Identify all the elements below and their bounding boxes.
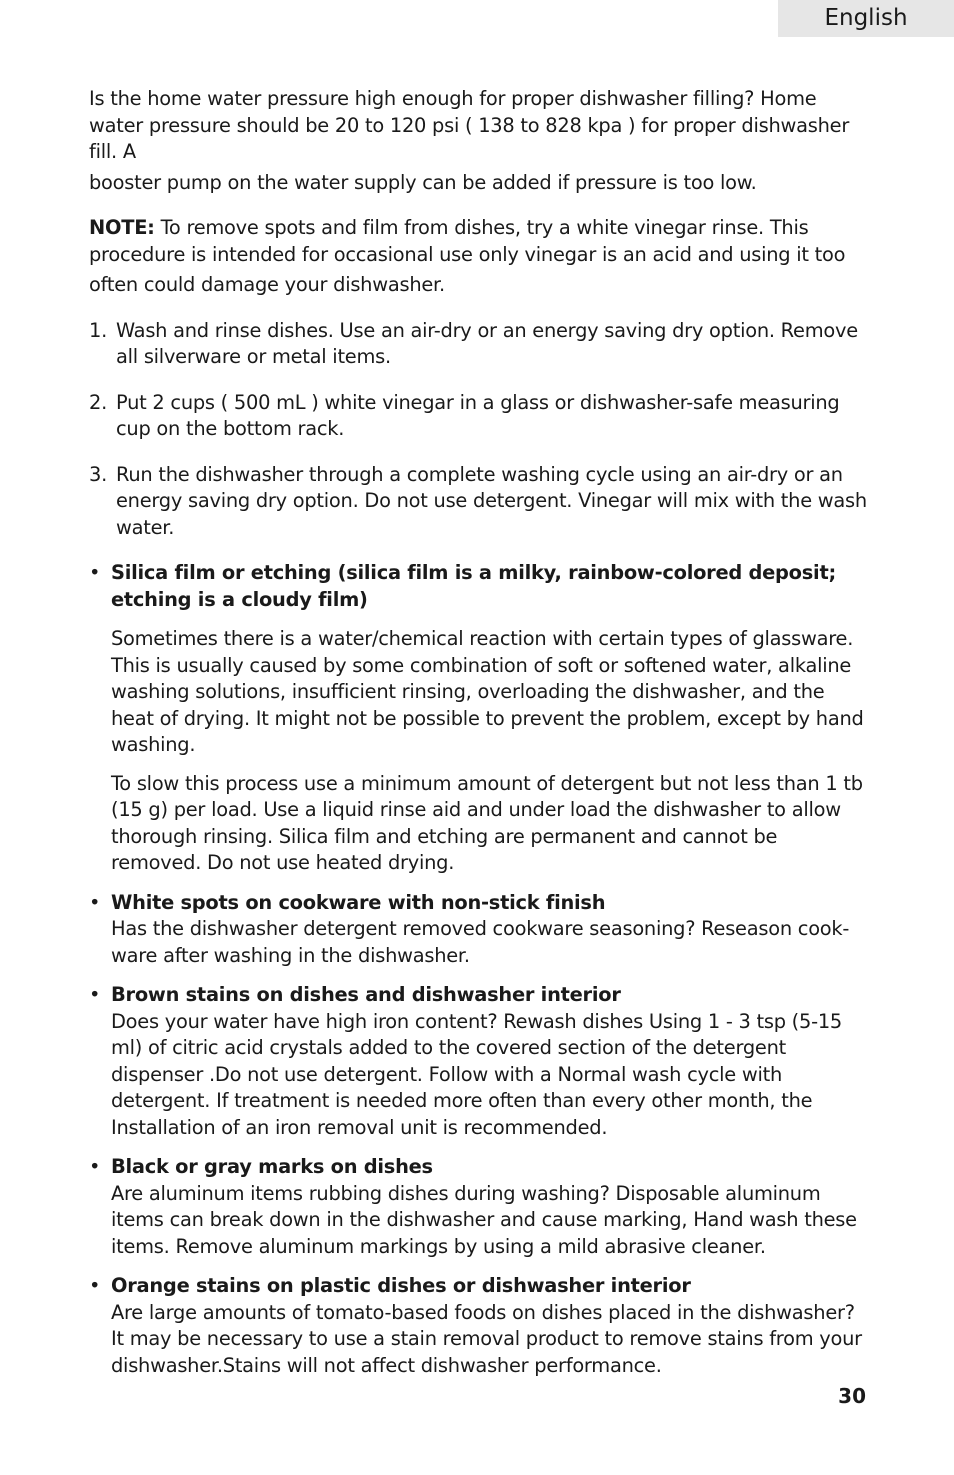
step-item [89, 318, 869, 371]
white-spots-section [89, 890, 869, 970]
step-text: Put 2 cups ( 500 mL ) white vinegar in a glass or dishwasher-safe measuring cup on the bottom rack. [116, 390, 840, 440]
section-text: Does your water have high iron content? Rewash dishes Using 1 - 3 tsp (5-15 ml) of citric acid crystals added to the covered section of the detergent dispenser .Do not use detergent. Follow with a Normal wash cycle with detergent. If treatment is needed more often than every other month, the Installation of an iron removal unit is recommended. [111, 1009, 843, 1139]
step-text: Run the dishwasher through a complete washing cycle using an air-dry or an energy saving dry option. Do not use detergent. Vinegar will mix with the wash water. [116, 462, 867, 539]
silica-film-section [89, 560, 869, 877]
step-number: 1. [89, 318, 108, 342]
step-item [89, 390, 869, 443]
water-pressure-text: Is the home water pressure high enough for proper dishwasher filling? Home water pressure should be 20 to 120 psi ( 138 to 828 kpa ) for proper dishwasher fill. A [89, 87, 850, 163]
section-text: Sometimes there is a water/chemical reaction with certain types of glassware. This is usually caused by some combination of soft or softened water, alkaline washing solutions, insufficient rinsing, overloading the dishwasher, and the heat of drying. It might not be possible to prevent the problem, except by hand washing. [111, 627, 864, 756]
step-item [89, 462, 869, 542]
step-number: 3. [89, 462, 108, 486]
language-tab: English [778, 0, 954, 37]
section-text: Are large amounts of tomato-based foods on dishes placed in the dishwasher? It may be necessary to use a stain removal product to remove stains from your dishwasher.Stains will not affect dishwasher performance. [111, 1300, 862, 1377]
step-number: 2. [89, 390, 108, 414]
vinegar-rinse-steps [89, 318, 869, 542]
section-heading: Black or gray marks on dishes [111, 1155, 433, 1178]
black-marks-section [89, 1154, 869, 1260]
bullet: • [89, 983, 101, 1006]
section-heading: Silica film or etching (silica film is a milky, rainbow-colored deposit; etching is a cloudy film) [111, 561, 836, 611]
bullet: • [89, 561, 101, 584]
bullet: • [89, 890, 101, 914]
bullet: • [89, 1155, 101, 1178]
page-content [89, 86, 869, 1392]
note-label: NOTE: [89, 216, 155, 239]
section-text: Has the dishwasher detergent removed cookware seasoning? Reseason cook-ware after washing in the dishwasher. [111, 917, 850, 967]
section-text: To slow this process use a minimum amount of detergent but not less than 1 tb (15 g) per load. Use a liquid rinse aid and under load the dishwasher to allow thorough rinsing. Silica film and etching are permanent and cannot be removed. Do not use heated drying. [111, 771, 863, 874]
step-text: Wash and rinse dishes. Use an air-dry or an energy saving dry option. Remove all silverware or metal items. [116, 318, 858, 368]
section-heading: Brown stains on dishes and dishwasher interior [111, 983, 621, 1006]
note-text: To remove spots and film from dishes, try a white vinegar rinse. This procedure is intended for occasional use only vinegar is an acid and using it too [89, 216, 846, 266]
page-number: 30 [838, 1384, 866, 1408]
brown-stains-section [89, 982, 869, 1141]
note-paragraph [89, 215, 869, 299]
section-heading: Orange stains on plastic dishes or dishwasher interior [111, 1274, 691, 1297]
section-text: Are aluminum items rubbing dishes during washing? Disposable aluminum items can break down in the dishwasher and cause marking, Hand wash these items. Remove aluminum markings by using a mild abrasive cleaner. [111, 1181, 857, 1258]
bullet: • [89, 1274, 101, 1297]
orange-stains-section [89, 1273, 869, 1379]
water-pressure-paragraph [89, 86, 869, 196]
booster-pump-text: booster pump on the water supply can be added if pressure is too low. [89, 170, 757, 194]
note-text-end: often could damage your dishwasher. [89, 273, 445, 296]
section-heading: White spots on cookware with non-stick finish [111, 890, 606, 914]
